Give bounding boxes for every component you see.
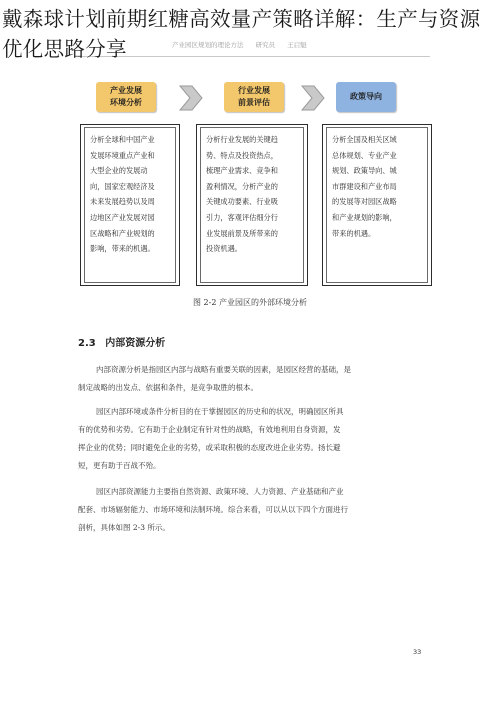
detail-line: 和产业规划的影响， — [332, 212, 397, 222]
section-number: 2.3 — [78, 338, 96, 349]
paragraph-line: 园区内部资源能力主要指自然资源、政策环境、人力资源、产业基础和产业 — [96, 487, 344, 496]
detail-line: 向，国家宏观经济及 — [90, 181, 155, 191]
paragraph-line: 挥企业的优势；同时避免企业的劣势，或采取积极的态度改进企业劣势。扬长避 — [78, 443, 341, 452]
detail-line: 大型企业的发展动 — [90, 166, 148, 176]
detail-line: 关键成功要素、行业吸 — [206, 197, 278, 207]
detail-line: 区战略和产业规划的 — [90, 228, 155, 238]
paragraph-line: 短，更有助于百战不殆。 — [78, 461, 161, 470]
paragraph — [78, 483, 430, 537]
detail-line: 引力，客观评估细分行 — [206, 212, 278, 222]
paragraph-line: 园区内部环境或条件分析目的在于掌握园区的历史和的状况，明确园区所具 — [96, 407, 344, 416]
flow-box-industry-prospect — [224, 82, 284, 112]
paragraph-line: 内部资源分析是指园区内部与战略有重要关联的因素，是园区经营的基础，是 — [96, 365, 351, 374]
detail-line: 边地区产业发展对园 — [90, 212, 155, 222]
flow-box-line1: 产业发展 — [110, 86, 142, 95]
detail-line: 盈利情况，分析产业的 — [206, 181, 278, 191]
flow-box-line1: 政策导向 — [350, 92, 382, 101]
flow-arrow-icon — [178, 84, 204, 112]
detail-line: 总体规划、专业产业 — [332, 150, 397, 160]
running-head-right: 王启魁 — [287, 41, 307, 49]
detail-line: 分析全球和中国产业 — [90, 135, 155, 144]
detail-line: 发展环境重点产业和 — [90, 150, 155, 160]
running-head-mid: 研究员 — [255, 41, 276, 49]
flow-box-line1: 行业发展 — [238, 86, 270, 95]
paragraph-line: 有的优势和劣势。它有助于企业制定有针对性的战略，有效地利用自身资源，发 — [78, 425, 341, 434]
detail-line: 的发展等对园区战略 — [332, 197, 397, 207]
figure-caption: 图 2-2 产业园区的外部环境分析 — [193, 298, 307, 307]
detail-line: 市群建设和产业布局 — [332, 181, 397, 191]
flow-box-industry-environment — [96, 82, 156, 112]
paragraph — [78, 403, 430, 475]
detail-line: 影响，带来的机遇。 — [90, 244, 155, 254]
detail-line: 势、特点及投资热点， — [206, 150, 278, 160]
detail-line: 分析全国及相关区域 — [332, 135, 397, 144]
section-title: 内部资源分析 — [105, 338, 166, 349]
detail-box-industry-environment — [80, 124, 180, 286]
flow-box-policy — [336, 82, 396, 112]
detail-line: 带来的机遇。 — [332, 228, 376, 238]
detail-line: 业发展前景及所带来的 — [206, 228, 278, 238]
flow-box-line2: 环境分析 — [110, 98, 142, 107]
flow-box-line2: 前景评估 — [238, 98, 270, 107]
paragraph-line: 制定战略的出发点、依据和条件，是竞争取胜的根本。 — [78, 383, 258, 392]
paragraph-line: 配套、市场辐射能力、市场环境和法制环境。综合来看，可以从以下四个方面进行 — [78, 505, 348, 514]
overlay-title: 戴森球计划前期红糖高效量产策略详解：生产与资源优化思路分享 — [2, 7, 481, 61]
flow-arrow-icon — [300, 84, 326, 112]
detail-line: 梳理产业需求、竞争和 — [206, 166, 278, 176]
detail-line: 未来发展趋势以及周 — [90, 197, 155, 207]
detail-box-policy — [322, 124, 432, 286]
detail-box-industry-prospect — [196, 124, 308, 286]
detail-line: 分析行业发展的关键趋 — [206, 135, 278, 144]
detail-line: 投资机遇。 — [206, 244, 242, 254]
detail-line: 规划、政策导向、城 — [332, 166, 397, 176]
paragraph-line: 剖析，具体如图 2-3 所示。 — [78, 523, 170, 532]
section-heading — [78, 334, 165, 349]
running-head-left: 产业园区规划的理论方法 — [172, 41, 244, 49]
page-number: 33 — [413, 648, 422, 656]
paragraph — [78, 361, 430, 397]
